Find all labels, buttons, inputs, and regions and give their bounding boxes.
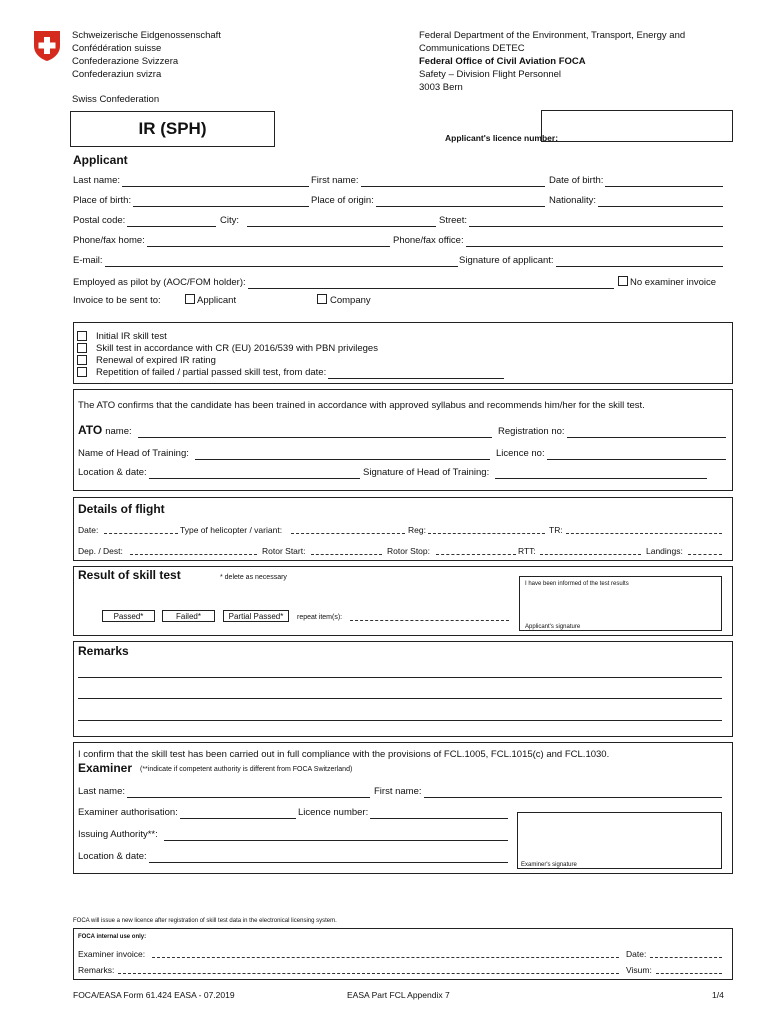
repeat-items-label: repeat item(s): [297,614,343,621]
ato-location-label: Location & date: [78,467,147,478]
header-right-line: Safety – Division Flight Personnel [419,69,562,80]
ato-name-field[interactable] [78,423,492,438]
informed-text: I have been informed of the test results [525,581,629,587]
header-office: Federal Office of Civil Aviation FOCA [419,56,586,67]
street-label: Street: [439,215,467,226]
ato-statement: The ATO confirms that the candidate has been trained in accordance with approved syllabus and recommends him/her for the skill test. [78,400,645,411]
passed-option[interactable]: Passed* [102,610,155,622]
heli-type-label: Type of helicopter / variant: [180,525,283,535]
appendix-label: EASA Part FCL Appendix 7 [347,990,450,1000]
flight-date-label: Date: [78,525,99,535]
examiner-location-field[interactable] [78,850,508,863]
place-of-birth-label: Place of birth: [73,195,132,206]
initial-ir-label: Initial IR skill test [96,331,167,342]
phone-office-field[interactable] [393,234,723,247]
header-right-line: 3003 Bern [419,82,463,93]
employed-label: Employed as pilot by (AOC/FOM holder): [73,277,246,288]
head-name-field[interactable] [78,447,490,460]
form-title: IR (SPH) [138,119,207,138]
postal-code-field[interactable] [73,214,216,227]
date-of-birth-label: Date of birth: [549,175,604,186]
phone-home-label: Phone/fax home: [73,235,145,246]
examiner-signature-caption: Examiner's signature [521,862,577,868]
city-label: City: [220,215,239,226]
registration-field[interactable] [498,425,726,438]
applicant-signature-caption: Applicant's signature [525,624,581,630]
ato-licence-field[interactable] [496,447,726,460]
ato-label: ATO [78,423,103,437]
rotor-start-label: Rotor Start: [262,546,306,556]
examiner-invoice-label: Examiner invoice: [78,949,146,959]
tr-label: TR: [549,525,563,535]
flight-heading: Details of flight [78,502,165,516]
header-left-line: Confédération suisse [72,43,162,54]
internal-remarks-label: Remarks: [78,965,115,975]
nationality-field[interactable] [549,194,723,207]
swiss-shield-icon [33,30,61,62]
first-name-field[interactable] [311,174,545,187]
examiner-last-name-field[interactable] [78,785,370,798]
ato-location-field[interactable] [78,466,360,479]
examiner-licence-label: Licence number: [298,807,369,818]
failed-option[interactable]: Failed* [162,610,215,622]
renewal-checkbox[interactable] [77,355,87,365]
header-right [419,29,685,94]
examiner-first-name-label: First name: [374,786,422,797]
rtt-label: RTT: [518,546,536,556]
nationality-label: Nationality: [549,195,596,206]
date-of-birth-field[interactable] [549,174,723,187]
applicant-signature-label: Signature of applicant: [459,255,554,266]
partial-passed-option[interactable]: Partial Passed* [223,610,289,622]
examiner-heading: Examiner [78,761,133,775]
postal-code-label: Postal code: [73,215,126,226]
initial-ir-checkbox[interactable] [77,331,87,341]
ato-name-label: name: [105,426,132,437]
form-id: FOCA/EASA Form 61.424 EASA - 07.2019 [73,990,235,1000]
page-number: 1/4 [712,990,724,1000]
registration-label: Registration no: [498,426,565,437]
head-signature-field[interactable] [363,466,707,479]
examiner-last-name-label: Last name: [78,786,125,797]
place-of-origin-field[interactable] [311,194,545,207]
header-left-line: Confederaziun svizra [72,69,162,80]
email-label: E-mail: [73,255,103,266]
remarks-line[interactable] [78,698,722,699]
phone-home-field[interactable] [73,234,390,247]
head-signature-label: Signature of Head of Training: [363,467,490,478]
delete-note: * delete as necessary [220,574,287,581]
invoice-to-label: Invoice to be sent to: [73,295,161,306]
internal-heading: FOCA internal use only: [78,934,147,940]
invoice-company-checkbox[interactable] [317,294,327,304]
examiner-note: (**indicate if competent authority is different from FOCA Switzerland) [140,766,353,773]
repetition-checkbox[interactable] [77,367,87,377]
phone-office-label: Phone/fax office: [393,235,464,246]
dep-dest-label: Dep. / Dest: [78,546,123,556]
examiner-location-label: Location & date: [78,851,147,862]
remarks-line[interactable] [78,677,722,678]
issuing-authority-field[interactable] [78,828,508,841]
remarks-line[interactable] [78,720,722,721]
result-heading: Result of skill test [78,568,181,582]
header-left-line: Schweizerische Eidgenossenschaft [72,30,221,41]
reg-label: Reg: [408,525,426,535]
visum-label: Visum: [626,965,652,975]
pbn-checkbox[interactable] [77,343,87,353]
header-right-line: Communications DETEC [419,43,525,54]
employed-field[interactable] [73,276,614,289]
pbn-label: Skill test in accordance with CR (EU) 2016/539 with PBN privileges [96,343,378,354]
renewal-label: Renewal of expired IR rating [96,355,216,366]
examiner-first-name-field[interactable] [374,785,722,798]
form-title-box [70,111,275,147]
applicant-heading: Applicant [73,153,128,167]
examiner-authorisation-label: Examiner authorisation: [78,807,178,818]
licence-number-label: Applicant's licence number: [445,133,559,143]
invoice-applicant-checkbox[interactable] [185,294,195,304]
rotor-stop-label: Rotor Stop: [387,546,430,556]
header-left [72,29,221,81]
landings-label: Landings: [646,546,683,556]
issuing-authority-label: Issuing Authority**: [78,829,158,840]
examiner-licence-field[interactable] [298,806,508,819]
remarks-section [73,641,733,737]
invoice-company-label: Company [330,295,371,306]
examiner-statement: I confirm that the skill test has been carried out in full compliance with the provisions of FCL.1005, FCL.1015(c) and FCL.1030. [78,749,610,760]
no-examiner-invoice-label: No examiner invoice [630,277,717,288]
ato-licence-label: Licence no: [496,448,545,459]
email-field[interactable] [73,254,458,267]
first-name-label: First name: [311,175,359,186]
swiss-confederation: Swiss Confederation [72,94,160,105]
no-examiner-invoice-checkbox[interactable] [618,276,628,286]
examiner-authorisation-field[interactable] [78,806,296,819]
applicant-signature-field[interactable] [459,254,723,267]
street-field[interactable] [439,214,723,227]
foca-note: FOCA will issue a new licence after registration of skill test data in the electronical licensing system. [73,918,337,924]
last-name-field[interactable] [73,174,309,187]
invoice-applicant-label: Applicant [197,295,237,306]
repetition-label: Repetition of failed / partial passed skill test, from date: [96,367,327,378]
licence-number-input[interactable] [541,110,733,142]
place-of-origin-label: Place of origin: [311,195,374,206]
city-field[interactable] [220,214,436,227]
place-of-birth-field[interactable] [73,194,309,207]
head-name-label: Name of Head of Training: [78,448,189,459]
swiss-coat-of-arms [33,30,61,62]
remarks-heading: Remarks [78,644,129,658]
internal-date-label: Date: [626,949,647,959]
header-right-line: Federal Department of the Environment, Transport, Energy and [419,30,686,41]
header-left-line: Confederazione Svizzera [72,56,179,67]
repetition-date-field[interactable] [96,366,504,379]
last-name-label: Last name: [73,175,120,186]
